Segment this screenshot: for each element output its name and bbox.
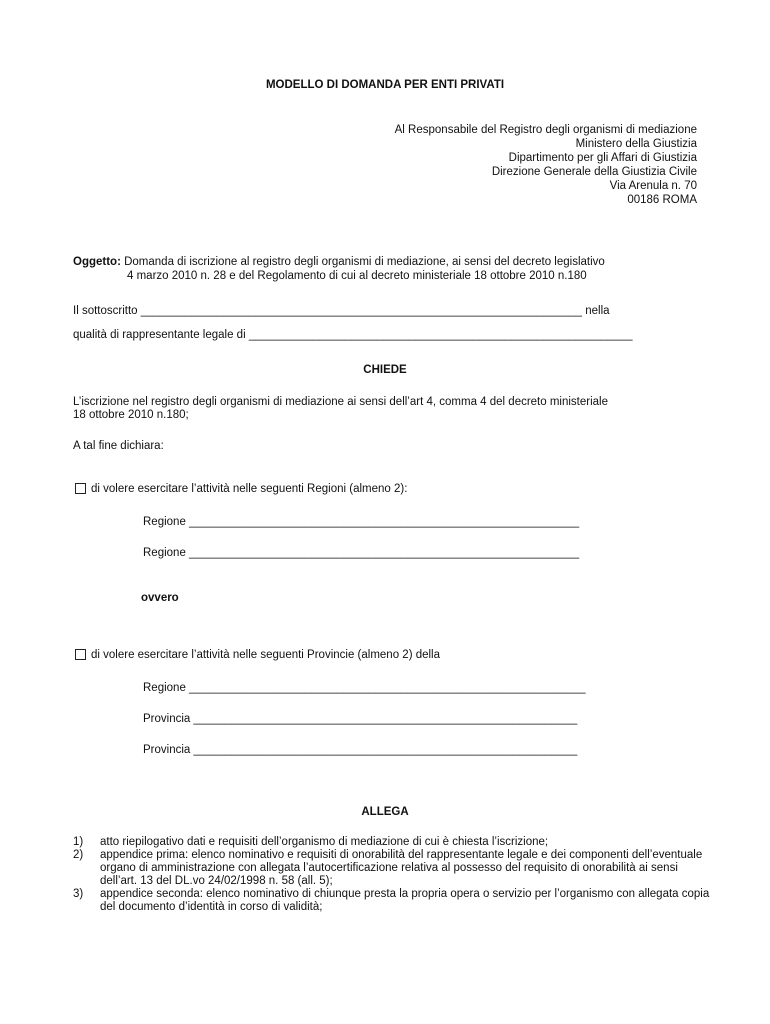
address-line: 00186 ROMA [627, 194, 697, 206]
provincia-field-2[interactable]: Provincia ____________________________________________________________ [143, 744, 578, 756]
subject-block [73, 255, 605, 283]
iscrizione-line-1: L’iscrizione nel registro degli organismi di mediazione ai sensi dell’art 4, comma 4 del decreto ministeriale [73, 396, 609, 408]
ovvero-label: ovvero [141, 592, 179, 604]
dichiara-text: A tal fine dichiara: [73, 440, 164, 452]
subject-line-2: 4 marzo 2010 n. 28 e del Regolamento di cui al decreto ministeriale 18 ottobre 2010 n.180 [127, 270, 587, 282]
list-item [73, 836, 713, 849]
qualita-field[interactable]: qualità di rappresentante legale di ____________________________________________________________ [73, 329, 633, 341]
chiede-heading: CHIEDE [363, 364, 407, 376]
regione-field-2[interactable]: Regione _____________________________________________________________ [143, 547, 580, 559]
option-regioni-label: di volere esercitare l’attività nelle seguenti Regioni (almeno 2): [91, 483, 408, 495]
list-item-number: 2) [73, 849, 84, 861]
list-item-text: appendice seconda: elenco nominativo di chiunque presta la propria opera o servizio per l’organismo con allegata copia del documento d’identità in corso di validità; [100, 888, 710, 913]
subject-label: Oggetto: [73, 256, 121, 268]
address-line: Ministero della Giustizia [575, 138, 697, 150]
address-line: Via Arenula n. 70 [609, 180, 697, 192]
address-line: Al Responsabile del Registro degli organismi di mediazione [394, 124, 697, 136]
option-province-label: di volere esercitare l’attività nelle seguenti Provincie (almeno 2) della [91, 649, 441, 661]
sottoscritto-field[interactable]: Il sottoscritto _____________________________________________________________________ nella [73, 305, 610, 317]
list-item-text: appendice prima: elenco nominativo e requisiti di onorabilità del rappresentante legale e dei componenti dell’eventuale organo di amministrazione con allegata l’autocertificazione relativa al possesso del requisito di onorabilità ai sensi dell’art. 13 del DL.vo 24/02/1998 n. 58 (all. 5); [100, 849, 703, 887]
province-checkbox[interactable] [75, 649, 86, 660]
regione-field-1[interactable]: Regione _____________________________________________________________ [143, 516, 580, 528]
regioni-checkbox[interactable] [75, 483, 86, 494]
option-province[interactable] [75, 649, 440, 661]
iscrizione-line-2: 18 ottobre 2010 n.180; [73, 409, 189, 421]
provincia-field-1[interactable]: Provincia ____________________________________________________________ [143, 713, 578, 725]
attachments-list [73, 836, 713, 914]
list-item-number: 3) [73, 888, 84, 900]
allega-heading: ALLEGA [361, 806, 409, 818]
list-item-number: 1) [73, 836, 84, 848]
address-line: Dipartimento per gli Affari di Giustizia [508, 152, 697, 164]
address-line: Direzione Generale della Giustizia Civile [491, 166, 697, 178]
list-item-text: atto riepilogativo dati e requisiti dell’organismo di mediazione di cui è chiesta l’iscrizione; [100, 836, 549, 848]
list-item [73, 888, 713, 914]
subject-line-1: Domanda di iscrizione al registro degli organismi di mediazione, ai sensi del decreto legislativo [124, 256, 605, 268]
document-title: MODELLO DI DOMANDA PER ENTI PRIVATI [265, 79, 505, 91]
iscrizione-paragraph [73, 396, 608, 422]
list-item [73, 849, 713, 888]
recipient-address [395, 123, 697, 207]
option-regioni[interactable] [75, 483, 407, 495]
regione-field-3[interactable]: Regione ______________________________________________________________ [143, 682, 586, 694]
